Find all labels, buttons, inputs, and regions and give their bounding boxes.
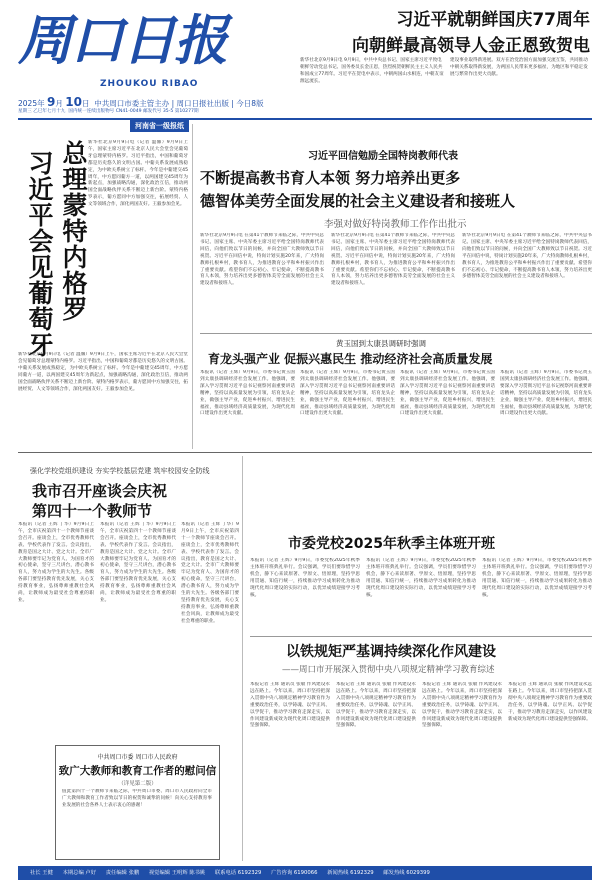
condolence-letter-issuer: 中共周口市委 周口市人民政府 [97, 754, 178, 761]
style-building-deck: ——周口市开展深入贯彻中央八项规定精神学习教育综述 [282, 665, 495, 675]
lead-story-headline-col1[interactable]: 总理蒙特内格罗 [59, 140, 88, 322]
sponsor-info: 中共周口市委主管主办 | 周口日报社出版 | 今日8版 [94, 99, 264, 108]
date-month: 9 [46, 95, 56, 109]
condolence-letter-ref: （详见第二版） [118, 781, 157, 787]
teachers-letter-body-1: 新华社北京9月9日电 在第41个教师节来临之际，中共中央总书记、国家主席、中央军委主席习近平给全国特岗教师代表回信，向他们致以节日的问候，并向全国广大教师致以节日祝贺。习近平在回信中说，特岗计划实施20年来，广大特岗教师扎根乡村，教书育人，为推进教育公平和乡村振兴作出了重要贡献。希望你们不忘初心、牢记使命，不断提高教书育人本领，努力培养出更多德智体美劳全面发展的社会主义建设者和接班人。 [200, 233, 324, 287]
teachers-letter-body-3: 新华社北京9月9日电 在第41个教师节来临之际，中共中央总书记、国家主席、中央军委主席习近平给全国特岗教师代表回信，向他们致以节日的问候，并向全国广大教师致以节日祝贺。习近平在回信中说，特岗计划实施20年来，广大特岗教师扎根乡村，教书育人，为推进教育公平和乡村振兴作出了重要贡献。希望你们不忘初心、牢记使命，不断提高教书育人本领，努力培养出更多德智体美劳全面发展的社会主义建设者和接班人。 [462, 233, 592, 280]
teachers-day-body-1: 本报讯（记者 王辉 丁华）9月9日上午，全市庆祝第四十一个教师节座谈会召开。座谈会上，全市优秀教师代表、学校代表作了发言。会议指出，教育是国之大计、党之大计。全市广大教师要牢记为党育人、为国育才的初心使命，坚守三尺讲台，潜心教书育人，努力成为学生的大先生。各级各部门要坚持教育优先发展，关心支持教育事业，弘扬尊师重教社会风尚，让教师成为最受社会尊重的职业。 [18, 522, 94, 603]
party-school-body-2: 本报讯（记者 王辉）9月9日，市委党校2025年秋季主体班开班典礼举行。会议强调，学员们要珍惜学习机会，静下心来读原著、学原文、悟原理，坚持学思用贯通、知信行统一，持续推动学习成果转化为推动现代化周口建设的实际行动，以优异成绩迎接学习考核。 [366, 558, 476, 598]
date-day: 10 [65, 95, 82, 109]
masthead-pinyin: ZHOUKOU RIBAO [100, 79, 199, 89]
footer-item: 邮发热线 6029399 [383, 870, 430, 876]
style-building-body-2: 本报记者 王辉 通讯员 张敏 作风建设永远在路上。今年以来，周口市坚持把深入贯彻中央八项规定精神学习教育作为重要政治任务，以学铸魂、以学正风、以学促干，推动学习教育走深走实，以作风建设新成效为现代化周口建设提供坚强保障。 [336, 682, 416, 729]
teachers-letter-deck: 李强对做好特岗教师工作作出批示 [324, 219, 467, 230]
footer-item: 社长 王健 [30, 870, 53, 876]
huangyu-subhead: 黄玉国到太康县调研时强调 [336, 339, 426, 348]
dateline [18, 95, 298, 109]
fold-rule [18, 452, 592, 453]
style-building-body-4: 本报记者 王辉 通讯员 张敏 作风建设永远在路上。今年以来，周口市坚持把深入贯彻中央八项规定精神学习教育作为重要政治任务，以学铸魂、以学正风、以学促干，推动学习教育走深走实，以作风建设新成效为现代化周口建设提供坚强保障。 [508, 682, 592, 722]
teachers-letter-subhead: 习近平回信勉励全国特岗教师代表 [308, 151, 458, 162]
condolence-letter-title[interactable]: 致广大教师和教育工作者的慰问信 [58, 765, 217, 777]
top-story-teaser-b: 建设事业取得新进展。双方在治党治国方面加强交流互鉴，共同推动中朝关系取得新发展，为两国人民带来更多福祉，为地区和平稳定发展与繁荣作出更大贡献。 [450, 58, 588, 77]
footer-item: 视觉编辑 王明辉 陈书姚 [148, 870, 206, 876]
lead-story-headline-col2[interactable]: 习近平会见葡萄牙 [25, 150, 54, 358]
masthead-rule [18, 118, 592, 120]
masthead-logo: 周口日报 [18, 8, 226, 72]
huangyu-body-1: 本报讯（记者 王辉）9月9日，市委书记黄玉国到太康县调研经济社会发展工作。他强调，要深入学习贯彻习近平总书记视察河南重要讲话精神，坚持以高质量发展为引领，培育龙头企业，做强主导产业，促进乡村振兴，增进民生福祉，推动县域经济高质量发展，为现代化周口建设作出更大贡献。 [200, 370, 295, 417]
lead-story-body: 新华社北京9月9日电（记者 温馨）9月9日上午，国家主席习近平在北京人民大会堂会见葡萄牙总理蒙特内格罗。习近平指出，中国和葡萄牙都是历史悠久的文明古国。中葡关系发展成熟稳定，为中欧关系树立了标杆。今年是中葡建交45周年，中方愿同葡方一道，以两国建交45周年为新起点，加强战略沟通，深化政治互信，推动两国全面战略伙伴关系不断迈上新台阶。蒙特内格罗表示，葡方愿同中方加强交往，拓展经贸、人文等领域合作，深化两国友好。王毅参加会见。 [88, 140, 188, 208]
footer-item: 联系电话 6192329 [214, 870, 262, 876]
teachers-day-headline-line2[interactable]: 第四十一个教师节 [32, 502, 153, 520]
party-school-body-1: 本报讯（记者 王辉）9月9日，市委党校2025年秋季主体班开班典礼举行。会议强调，学员们要珍惜学习机会，静下心来读原著、学原文、悟原理，坚持学思用贯通、知信行统一，持续推动学习成果转化为推动现代化周口建设的实际行动，以优异成绩迎接学习考核。 [250, 558, 360, 598]
date-month-label: 月 [55, 99, 63, 108]
lower-section-rule [250, 636, 592, 637]
teachers-day-headline-line1[interactable]: 我市召开座谈会庆祝 [32, 482, 168, 500]
date-day-label: 日 [81, 99, 90, 108]
date-year: 2025年 [18, 99, 45, 108]
teachers-day-deck: 强化学校党组织建设 夯实学校基层党建 筑牢校园安全防线 [30, 467, 210, 475]
footer-credits [18, 866, 592, 880]
style-building-body-3: 本报记者 王辉 通讯员 张敏 作风建设永远在路上。今年以来，周口市坚持把深入贯彻中央八项规定精神学习教育作为重要政治任务，以学铸魂、以学正风、以学促干，推动学习教育走深走实，以作风建设新成效为现代化周口建设提供坚强保障。 [422, 682, 502, 729]
issue-info [18, 108, 298, 114]
lower-column-divider [242, 456, 243, 861]
huangyu-body-4: 本报讯（记者 王辉）9月9日，市委书记黄玉国到太康县调研经济社会发展工作。他强调，要深入学习贯彻习近平总书记视察河南重要讲话精神，坚持以高质量发展为引领，培育龙头企业，做强主导产业，促进乡村振兴，增进民生福祉，推动县域经济高质量发展，为现代化周口建设作出更大贡献。 [500, 370, 592, 417]
weekday-issue: 星期三 乙巳年七月十九 [18, 109, 66, 114]
top-story-teaser-a: 新华社北京9月9日电 9月9日，中共中央总书记、国家主席习近平致电朝鲜劳动党总书记、国务委员长金正恩，热烈祝贺朝鲜民主主义人民共和国成立77周年。习近平在贺电中表示，中朝两国山水相连，中朝友谊源远流长。 [300, 58, 444, 84]
style-building-body-1: 本报记者 王辉 通讯员 张敏 作风建设永远在路上。今年以来，周口市坚持把深入贯彻中央八项规定精神学习教育作为重要政治任务，以学铸魂、以学正风、以学促干，推动学习教育走深走实，以作风建设新成效为现代化周口建设提供坚强保障。 [250, 682, 330, 729]
style-building-headline[interactable]: 以铁规矩严基调持续深化作风建设 [286, 644, 496, 660]
teachers-day-body-2: 本报讯（记者 王辉 丁华）9月9日上午，全市庆祝第四十一个教师节座谈会召开。座谈会上，全市优秀教师代表、学校代表作了发言。会议指出，教育是国之大计、党之大计。全市广大教师要牢记为党育人、为国育才的初心使命，坚守三尺讲台，潜心教书育人，努力成为学生的大先生。各级各部门要坚持教育优先发展，关心支持教育事业，弘扬尊师重教社会风尚，让教师成为最受社会尊重的职业。 [100, 522, 176, 603]
huangyu-body-2: 本报讯（记者 王辉）9月9日，市委书记黄玉国到太康县调研经济社会发展工作。他强调，要深入学习贯彻习近平总书记视察河南重要讲话精神，坚持以高质量发展为引领，培育龙头企业，做强主导产业，促进乡村振兴，增进民生福祉，推动县域经济高质量发展，为现代化周口建设作出更大贡献。 [300, 370, 395, 417]
teachers-letter-body-2: 新华社北京9月9日电 在第41个教师节来临之际，中共中央总书记、国家主席、中央军委主席习近平给全国特岗教师代表回信，向他们致以节日的问候，并向全国广大教师致以节日祝贺。习近平在回信中说，特岗计划实施20年来，广大特岗教师扎根乡村，教书育人，为推进教育公平和乡村振兴作出了重要贡献。希望你们不忘初心、牢记使命，不断提高教书育人本领，努力培养出更多德智体美劳全面发展的社会主义建设者和接班人。 [331, 233, 455, 287]
lead-story-body-cont: 新华社北京9月9日电（记者 温馨）9月9日上午，国家主席习近平在北京人民大会堂会见葡萄牙总理蒙特内格罗。习近平指出，中国和葡萄牙都是历史悠久的文明古国。中葡关系发展成熟稳定，为中欧关系树立了标杆。今年是中葡建交45周年，中方愿同葡方一道，以两国建交45周年为新起点，加强战略沟通，深化政治互信，推动两国全面战略伙伴关系不断迈上新台阶。蒙特内格罗表示，葡方愿同中方加强交往，拓展经贸、人文等领域合作，深化两国友好。王毅参加会见。 [18, 352, 188, 392]
condolence-letter-box[interactable] [55, 745, 220, 860]
footer-item: 责任编辑 张鹏 [105, 870, 140, 876]
top-story-headline-line2[interactable]: 向朝鲜最高领导人金正恩致贺电 [352, 36, 590, 56]
footer-item: 本期总编 卢好 [62, 870, 97, 876]
condolence-letter-body: 值此第四十一个教师节来临之际，中共周口市委、周口市人民政府向全市广大教师和教育工作者致以节日的祝贺和诚挚的问候！向关心支持教育事业发展的社会各界人士表示衷心的感谢！ [62, 789, 212, 808]
section-rule [200, 333, 592, 334]
huangyu-headline[interactable]: 育龙头强产业 促振兴惠民生 推动经济社会高质量发展 [208, 352, 493, 366]
teachers-day-body-3: 本报讯（记者 王辉 丁华）9月9日上午，全市庆祝第四十一个教师节座谈会召开。座谈会上，全市优秀教师代表、学校代表作了发言。会议指出，教育是国之大计、党之大计。全市广大教师要牢记为党育人、为国育才的初心使命，坚守三尺讲台，潜心教书育人，努力成为学生的大先生。各级各部门要坚持教育优先发展，关心支持教育事业，弘扬尊师重教社会风尚，让教师成为最受社会尊重的职业。 [181, 522, 239, 624]
column-divider [192, 124, 193, 449]
footer-item: 新闻热线 6192329 [327, 870, 374, 876]
huangyu-body-3: 本报讯（记者 王辉）9月9日，市委书记黄玉国到太康县调研经济社会发展工作。他强调，要深入学习贯彻习近平总书记视察河南重要讲话精神，坚持以高质量发展为引领，培育龙头企业，做强主导产业，促进乡村振兴，增进民生福祉，推动县域经济高质量发展，为现代化周口建设作出更大贡献。 [400, 370, 495, 417]
party-school-body-3: 本报讯（记者 王辉）9月9日，市委党校2025年秋季主体班开班典礼举行。会议强调，学员们要珍惜学习机会，静下心来读原著、学原文、悟原理，坚持学思用贯通、知信行统一，持续推动学习成果转化为推动现代化周口建设的实际行动，以优异成绩迎接学习考核。 [482, 558, 592, 598]
teachers-letter-headline-line2[interactable]: 德智体美劳全面发展的社会主义建设者和接班人 [200, 192, 516, 210]
top-story-headline-line1[interactable]: 习近平就朝鲜国庆77周年 [396, 10, 590, 30]
teachers-letter-headline-line1[interactable]: 不断提高教书育人本领 努力培养出更多 [200, 169, 461, 187]
footer-item: 广告咨询 6190066 [271, 870, 318, 876]
issue-codes: 国内统一连续出版物号 CN41-0049 邮发代号 35-5 第10277期 [68, 109, 199, 114]
province-tag: 河南省一级报纸 [130, 120, 189, 132]
party-school-headline[interactable]: 市委党校2025年秋季主体班开班 [288, 536, 495, 552]
